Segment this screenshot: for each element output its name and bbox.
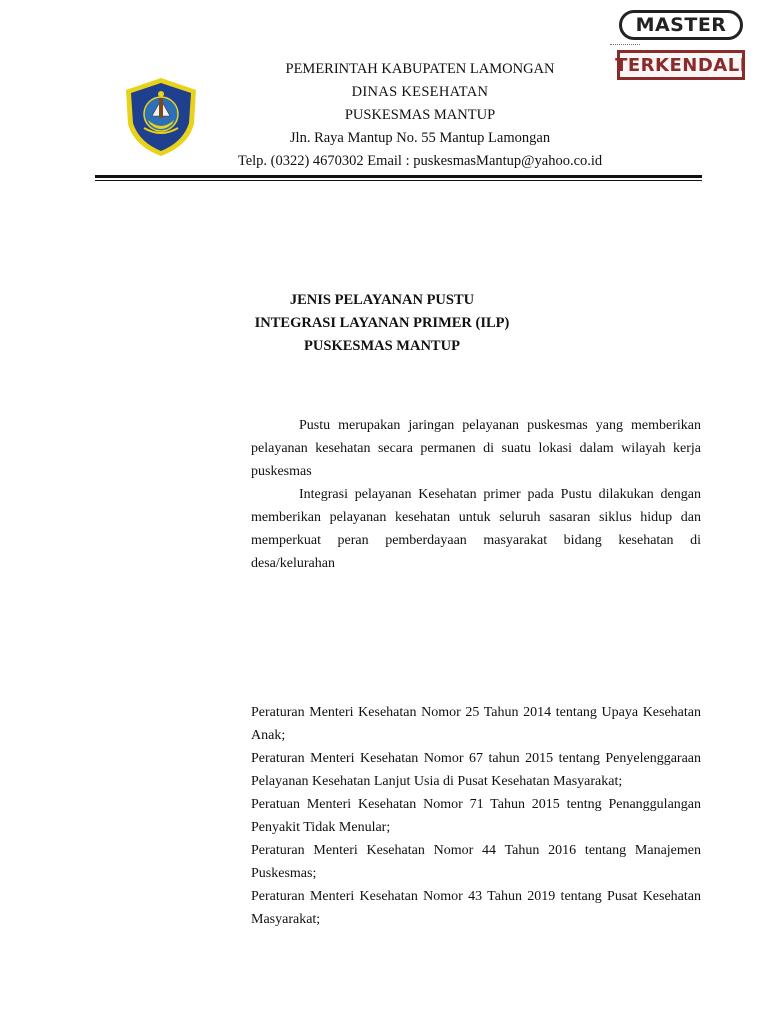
paragraph-ilp-integration: Integrasi pelayanan Kesehatan primer pada Pustu dilakukan dengan memberikan pelayanan kesehatan untuk seluruh sasaran siklus hidup dan memperkuat peran pemberdayaan masyarakat bidang kesehatan di desa/kelurahan <box>251 487 701 571</box>
letterhead-rule-thick <box>95 175 702 178</box>
reference-item: Peraturan Menteri Kesehatan Nomor 67 tahun 2015 tentang Penyelenggaraan Pelayanan Kesehatan Lanjut Usia di Pusat Kesehatan Masyarakat; <box>251 751 701 789</box>
master-stamp: MASTER <box>619 10 743 40</box>
reference-item: Peraturan Menteri Kesehatan Nomor 25 Tahun 2014 tentang Upaya Kesehatan Anak; <box>251 705 701 743</box>
document-title-line1: JENIS PELAYANAN PUSTU <box>289 292 475 308</box>
terkendali-stamp: TERKENDALI <box>617 50 745 80</box>
letterhead-government: PEMERINTAH KABUPATEN LAMONGAN <box>285 61 555 77</box>
document-title-line3: PUSKESMAS MANTUP <box>304 338 460 354</box>
reference-item: Peratuan Menteri Kesehatan Nomor 71 Tahun 2015 tentng Penanggulangan Penyakit Tidak Menular; <box>251 797 701 835</box>
letterhead-contact: Telp. (0322) 4670302 Email : puskesmasMantup@yahoo.co.id <box>237 153 603 169</box>
letterhead-department: DINAS KESEHATAN <box>351 84 489 100</box>
letterhead-address: Jln. Raya Mantup No. 55 Mantup Lamongan <box>289 130 551 146</box>
document-title-line2: INTEGRASI LAYANAN PRIMER (ILP) <box>254 315 510 331</box>
letterhead-puskesmas: PUSKESMAS MANTUP <box>344 107 496 123</box>
reference-item: Peraturan Menteri Kesehatan Nomor 43 Tahun 2019 tentang Pusat Kesehatan Masyarakat; <box>251 889 701 927</box>
paragraph-pustu-definition: Pustu merupakan jaringan pelayanan puskesmas yang memberikan pelayanan kesehatan secara permanen di suatu lokasi dalam wilayah kerja puskesmas <box>251 418 701 479</box>
regulation-reference-list <box>251 701 701 931</box>
reference-item: Peraturan Menteri Kesehatan Nomor 44 Tahun 2016 tentang Manajemen Puskesmas; <box>251 843 701 881</box>
letterhead-rule-thin <box>95 180 702 181</box>
stamp-divider <box>610 44 640 48</box>
